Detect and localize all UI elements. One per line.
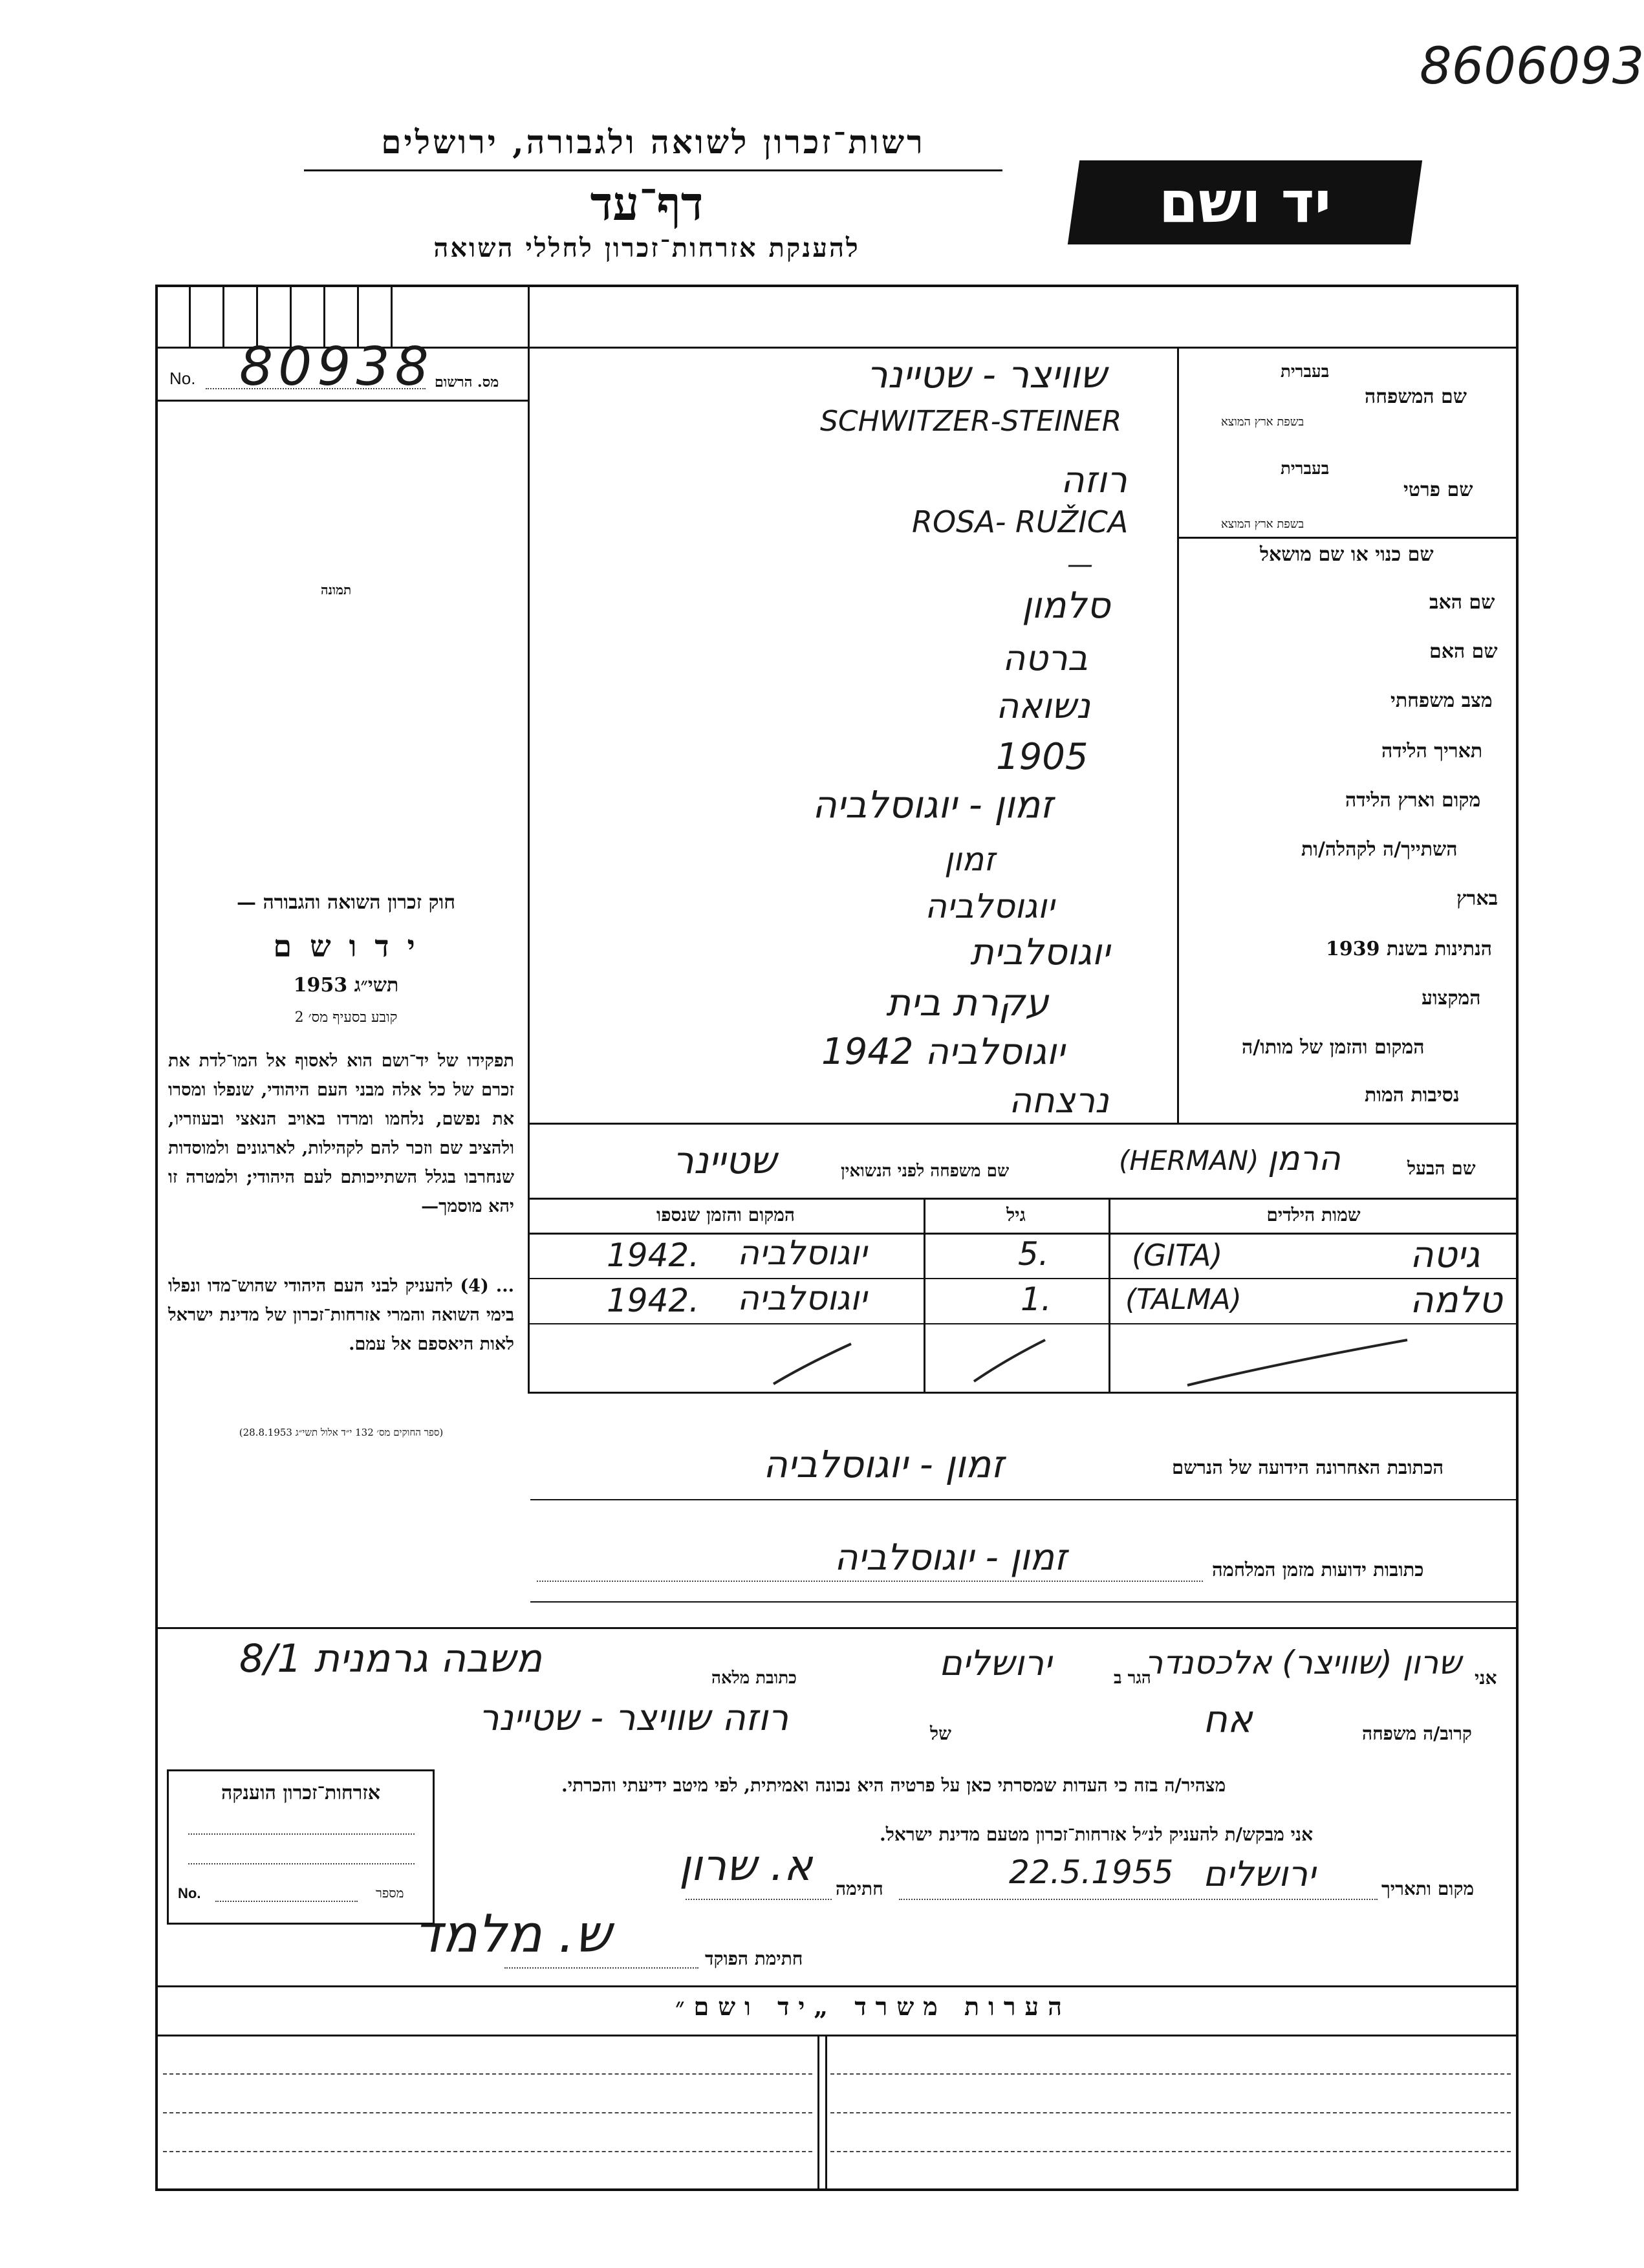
birth-date-value: 1905 (996, 736, 1088, 778)
mother-value: ברטה (1002, 638, 1088, 678)
citizenship-box-no-he: מספר (376, 1885, 404, 1901)
death-label: המקום והזמן של מותו/ה (1242, 1036, 1425, 1059)
war-address-label: כתובות ידועות מזמן המלחמה (1212, 1559, 1424, 1581)
last-address-value: זמון - יוגוסלביה (763, 1442, 1004, 1486)
nickname-value: — (1067, 550, 1093, 579)
citizenship-label: הנתינות בשנת 1939 (1326, 938, 1493, 960)
first-name-label: שם פרטי (1403, 479, 1473, 501)
law-clause: קובע בסעיף מס׳ 2 (294, 1010, 398, 1026)
cause-label: נסיבות המות (1365, 1084, 1460, 1107)
place-date-label: מקום ותאריך (1381, 1878, 1475, 1899)
marital-value: נשואה (996, 686, 1090, 726)
form-title: דף־עד (590, 176, 704, 231)
relation-value: אח (1203, 1697, 1253, 1741)
declarant-resides-label: הגר ב (1114, 1669, 1151, 1688)
cause-value: נרצחה (1009, 1080, 1109, 1121)
father-label: שם האב (1429, 591, 1495, 614)
war-address-value: זמון - יוגוסלביה (834, 1537, 1067, 1579)
spouse-first-name: הרמן (1268, 1139, 1341, 1178)
registration-no-label: No. (169, 369, 196, 388)
family-name-native: SCHWITZER-STEINER (820, 405, 1122, 438)
spouse-last-name: שטיינר (673, 1138, 777, 1182)
law-citation: (ספר החוקים מס׳ 132 י״ד אלול תשי״ג 28.8.1953) (239, 1427, 444, 1438)
of-name: רוזה שוויצר - שטיינר (479, 1697, 789, 1739)
children-header-age: גיל (1006, 1204, 1026, 1226)
place-value: ירושלים (1203, 1853, 1316, 1894)
law-text-2: ... (4) להעניק לבני העם היהודי שהוש־מדו ונפלו בימי השואה והמרי אזרחות־זכרון של מדינת ישראל לאות היאספם אל עמם. (168, 1276, 514, 1354)
photo-label: תמונה (321, 582, 352, 598)
registration-no-value: 80938 (239, 336, 434, 398)
declarant-address-label: כתובת מלאה (711, 1669, 797, 1688)
community-label: השתייך/ה לקהלה/ות (1301, 838, 1458, 861)
family-name-label: שם המשפחה (1365, 385, 1467, 408)
official-signature: ש. מלמד (414, 1904, 612, 1964)
first-name-native-label: בשפת ארץ המוצא (1221, 517, 1304, 531)
law-year: תשי״ג 1953 (293, 974, 399, 997)
authority-title: רשות־זכרון לשואה ולגבורה, ירושלים (381, 123, 925, 161)
family-name-native-label: בשפת ארץ המוצא (1221, 415, 1304, 429)
official-signature-label: חתימת הפוקד (705, 1948, 803, 1969)
declaration-line-1: מצהיר/ה בזה כי העדות שמסרתי כאן על פרטיה היא נכונה ואמיתית, לפי מיטב ידיעתי והכרתי. (561, 1775, 1226, 1796)
birth-place-value: זמון - יוגוסלביה (812, 783, 1054, 826)
spouse-first-name-latin: (HERMAN) (1119, 1145, 1259, 1176)
declaration-line-2: אני מבקש/ת להעניק לנ״ל אזרחות־זכרון מטעם מדינת ישראל. (880, 1824, 1314, 1845)
nickname-label: שם כנוי או שם מושאל (1260, 543, 1434, 566)
law-title: חוק זכרון השואה והגבורה — (237, 891, 455, 914)
date-value: 22.5.1955 (1009, 1853, 1174, 1891)
citizenship-box-title: אזרחות־זכרון הוענקה (221, 1782, 381, 1804)
office-notes-title: הערות משרד „יד ושם״ (675, 1992, 1071, 2021)
empty-row-strokes (528, 1326, 1519, 1397)
country-label: בארץ (1456, 887, 1498, 910)
registration-he-label: מס. הרשום (435, 374, 499, 391)
last-address-label: הכתובת האחרונה הידועה של הנרשם (1172, 1456, 1444, 1478)
community-value: זמון (944, 841, 995, 878)
birth-date-label: תאריך הלידה (1381, 740, 1483, 762)
father-value: סלמון (1022, 585, 1110, 627)
declarant-city: ירושלים (939, 1643, 1052, 1683)
child-age: 1. (1021, 1280, 1052, 1318)
citizenship-value: יוגוסלבית (970, 931, 1110, 973)
citizenship-box (167, 1769, 435, 1925)
family-name-in-hebrew-label: בעברית (1281, 362, 1330, 382)
child-name-he: טלמה (1410, 1279, 1502, 1321)
child-year: 1942. (607, 1237, 700, 1274)
marital-label: מצב משפחתי (1390, 689, 1493, 712)
child-name-latin: (TALMA) (1125, 1283, 1242, 1316)
spouse-maiden-label: שם משפחה לפני הנשואין (841, 1161, 1010, 1181)
signature-label: חתימה (836, 1878, 883, 1899)
death-value: יוגוסלביה 1942 (821, 1031, 1065, 1073)
first-name-native: ROSA- RUŽICA (912, 504, 1129, 539)
child-age: 5. (1018, 1235, 1049, 1273)
declarant-signature: א. שרון (679, 1841, 813, 1890)
relation-label: קרוב/ה משפחה (1362, 1723, 1472, 1744)
form-subtitle: להענקת אזרחות־זכרון לחללי השואה (433, 233, 860, 263)
law-name: י ד ו ש ם (273, 929, 419, 964)
declarant-i-label: אני (1475, 1667, 1497, 1689)
child-year: 1942. (607, 1282, 700, 1319)
first-name-he: רוזה (1061, 459, 1127, 501)
archive-number: 8606093 (1420, 38, 1644, 96)
child-place: יוגוסלביה (737, 1279, 867, 1318)
child-name-he: גיטה (1410, 1234, 1480, 1276)
authority-underline (304, 169, 1002, 171)
profession-label: המקצוע (1422, 987, 1481, 1010)
of-label: של (930, 1723, 951, 1744)
first-name-in-hebrew-label: בעברית (1281, 459, 1330, 479)
children-header-names: שמות הילדים (1266, 1204, 1361, 1226)
mother-label: שם האם (1429, 640, 1498, 663)
child-name-latin: (GITA) (1132, 1238, 1223, 1273)
child-place: יוגוסלביה (737, 1234, 867, 1273)
family-name-he: שוויצר - שטיינר (867, 352, 1107, 396)
country-value: יוגוסלביה (925, 887, 1055, 926)
children-header-place: המקום והזמן שנספו (656, 1204, 795, 1226)
profession-value: עקרת בית (886, 980, 1049, 1024)
declarant-name: שרון (שוויצר) אלכסנדר (1145, 1644, 1462, 1681)
birth-place-label: מקום וארץ הלידה (1345, 789, 1481, 812)
declarant-address: משבה גרמנית 8/1 (239, 1636, 543, 1681)
yad-vashem-logo (1068, 160, 1422, 244)
spouse-name-label: שם הבעל (1407, 1158, 1476, 1179)
citizenship-box-no: No. (178, 1885, 201, 1901)
logo-text: יד ושם (1158, 169, 1332, 235)
law-text-1: תפקידו של יד־ושם הוא לאסוף אל המו־לדת את זכרם של כל אלה מבני העם היהודי, שנפלו ומסרו את נפשם, נלחמו ומרדו באויב הנאצי ובעוזריו, ולהציב שם וזכר להם לקהילות, לארגונים ולמוסדות שנחרבו בגלל השתייכותם לעם היהודי; ולמטרה זו יהא מוסמך— (168, 1051, 514, 1216)
